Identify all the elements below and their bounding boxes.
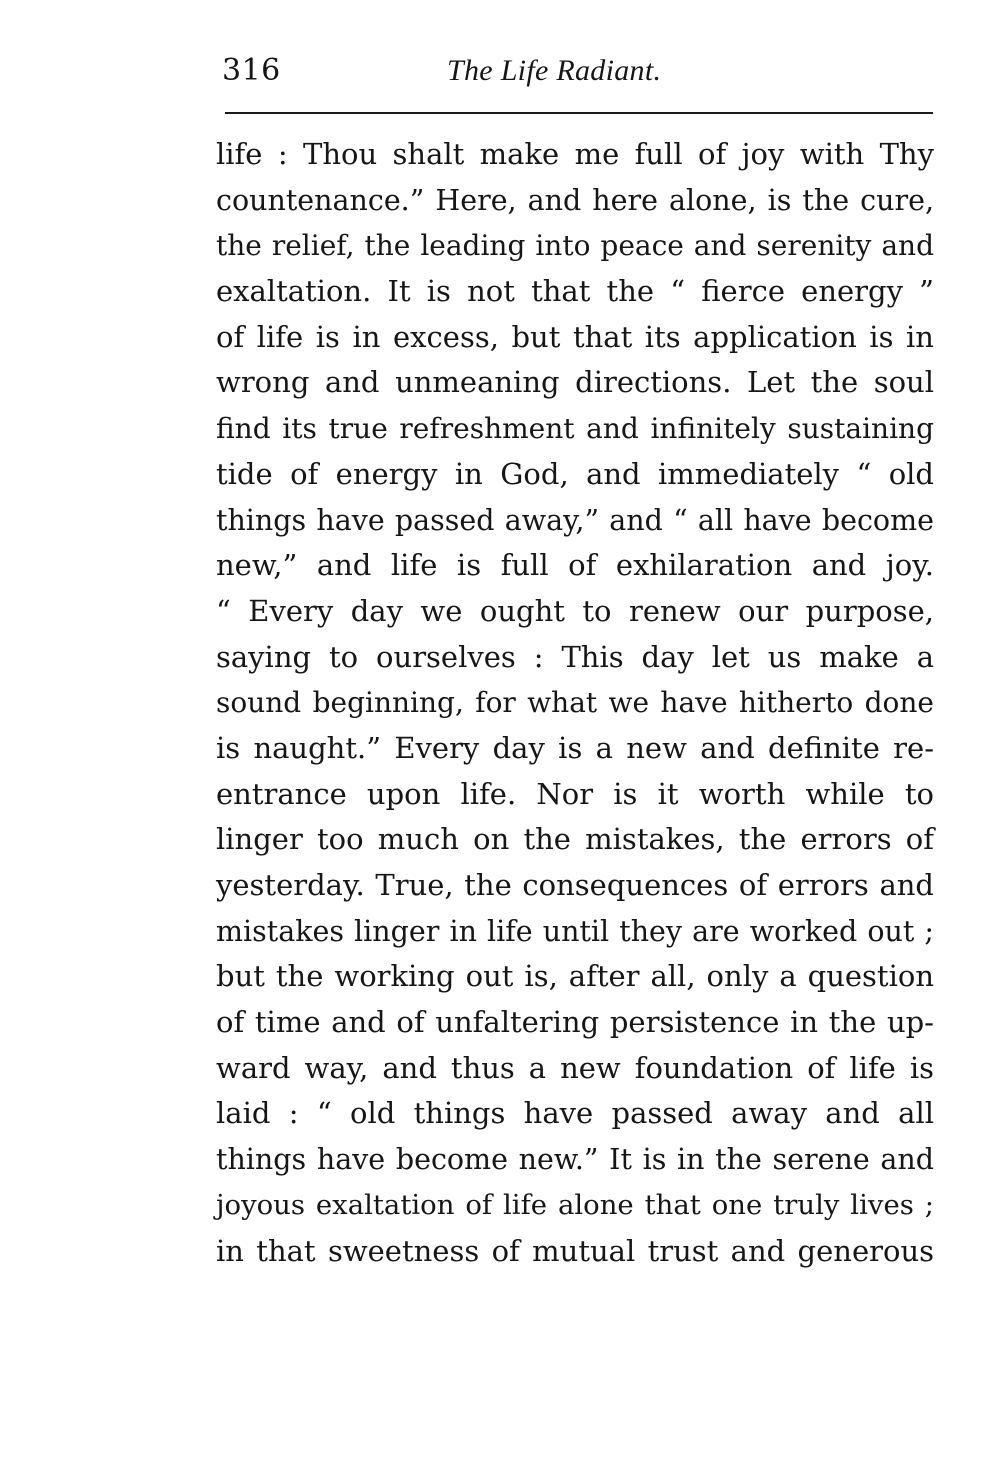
page-number: 316 xyxy=(222,53,281,88)
text-line: find its true refreshment and infinitely sustaining xyxy=(216,412,934,446)
text-line: sound beginning, for what we have hitherto done xyxy=(216,686,934,720)
text-line: new,” and life is full of exhilaration and joy. xyxy=(216,548,934,583)
text-line: countenance.” Here, and here alone, is the cure, xyxy=(216,183,934,217)
text-line: mistakes linger in life until they are worked out ; xyxy=(216,914,934,948)
text-line: wrong and unmeaning directions. Let the soul xyxy=(216,365,934,400)
text-line: things have passed away,” and “ all have become xyxy=(216,503,934,537)
text-line: tide of energy in God, and immediately “ old xyxy=(216,456,934,491)
body-text xyxy=(216,132,934,1274)
text-line: joyous exaltation of life alone that one truly lives ; xyxy=(216,1188,934,1221)
page-header xyxy=(222,48,932,94)
text-line: laid : “ old things have passed away and all xyxy=(216,1096,934,1131)
text-line: of time and of unfaltering persistence in the up- xyxy=(216,1005,934,1040)
text-line: yesterday. True, the consequences of errors and xyxy=(216,868,934,902)
text-line: saying to ourselves : This day let us make a xyxy=(216,639,934,674)
text-line: but the working out is, after all, only a question xyxy=(216,959,934,994)
running-title: The Life Radiant. xyxy=(447,54,662,87)
text-line: linger too much on the mistakes, the errors of xyxy=(216,822,934,857)
text-line: the relief, the leading into peace and serenity and xyxy=(216,229,934,263)
text-line: ward way, and thus a new foundation of life is xyxy=(216,1050,934,1085)
text-line: entrance upon life. Nor is it worth while to xyxy=(216,776,934,811)
text-line: life : Thou shalt make me full of joy with Thy xyxy=(216,137,934,171)
text-line: of life is in excess, but that its application is in xyxy=(216,319,934,354)
text-line: is naught.” Every day is a new and definite re- xyxy=(216,730,934,765)
text-line: “ Every day we ought to renew our purpose, xyxy=(216,593,934,628)
text-line: exaltation. It is not that the “ fierce energy ” xyxy=(216,274,934,309)
header-rule xyxy=(225,112,933,114)
text-line: in that sweetness of mutual trust and generous xyxy=(216,1233,934,1268)
text-line: things have become new.” It is in the serene and xyxy=(216,1143,934,1177)
